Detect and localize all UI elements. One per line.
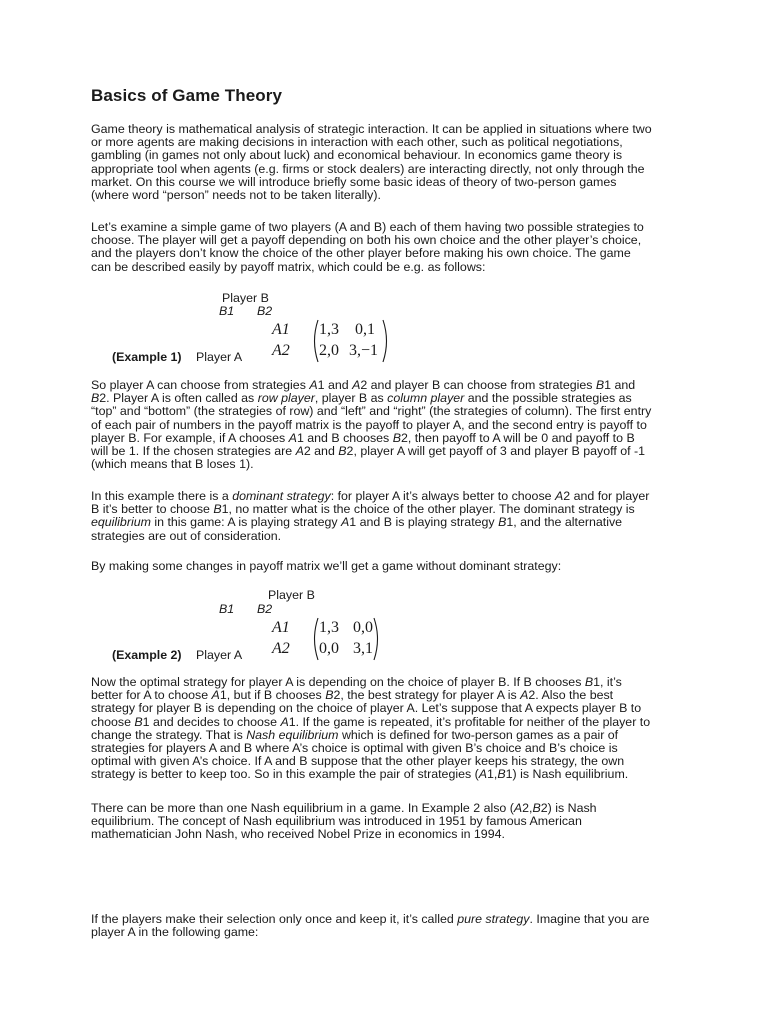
text-line: So player A can choose from strategies A1 and A2 and player B can choose from strategies B1 and	[91, 378, 636, 392]
row-strategy-label: A2	[272, 640, 290, 657]
text-line: In this example there is a dominant strategy: for player A it’s always better to choose A2 and for player	[91, 489, 650, 503]
text-line: Let’s examine a simple game of two players (A and B) each of them having two possible strategies to	[91, 220, 644, 234]
text-line: “top” and “bottom” (the strategies of row) and “left” and “right” (the strategies of column). The first entry	[91, 404, 652, 419]
text-line: strategies are out of consideration.	[91, 528, 282, 543]
row-player-label: Player A	[196, 648, 243, 662]
matrix-cell: 0,0	[319, 640, 339, 657]
row-player-label: Player A	[196, 350, 243, 364]
example-label: (Example 2)	[112, 648, 182, 662]
text-line: can be described easily by payoff matrix, which could be e.g. as follows:	[91, 259, 486, 274]
text-line: mathematician John Nash, who received Nobel Prize in economics in 1994.	[91, 827, 505, 842]
matrix-cell: 0,0	[353, 619, 373, 636]
example-1-payoff-matrix	[91, 288, 681, 378]
text-line: change the strategy. That is Nash equilibrium which is defined for two-person games as a pair of	[91, 727, 619, 742]
paragraph-intro	[91, 123, 681, 202]
text-line: B2. Player A is often called as row player, player B as column player and the possible strategies as	[91, 391, 632, 406]
text-line: strategy for player B is depending on the choice of player A. Let’s suppose that A expects player B to	[91, 701, 642, 716]
text-line: appropriate tool when agents (e.g. firms or stock dealers) are interacting directly, not only through the	[91, 161, 645, 176]
row-strategy-label: A2	[272, 342, 290, 359]
text-line: of each pair of numbers in the payoff matrix is the payoff to player A, and the second entry is payoff to	[91, 417, 647, 432]
text-line: gambling (in games not only about luck) and economical behaviour. In economics game theory is	[91, 148, 623, 163]
paragraph-changes	[91, 560, 681, 573]
text-line: optimal with given A’s choice. If A and B suppose that the other player keeps his strategy, the own	[91, 754, 625, 769]
text-line: market. On this course we will introduce briefly some basic ideas of theory of two-person games	[91, 174, 617, 189]
text-line: will be 1. If the chosen strategies are A2 and B2, player A will get payoff of 3 and player B payoff of -1	[91, 444, 646, 459]
paragraph-strategies	[91, 379, 681, 471]
text-line: (which means that B loses 1).	[91, 457, 254, 472]
matrix-cell: 2,0	[319, 342, 339, 359]
paragraph-pure-strategy	[91, 913, 681, 939]
paragraph-dominant-strategy	[91, 490, 681, 543]
col-player-label: Player B	[222, 291, 269, 305]
col-player-label: Player B	[268, 588, 315, 602]
text-line: and the players don’t know the choice of the other player before making his own choice. The game	[91, 246, 631, 261]
text-line: There can be more than one Nash equilibrium in a game. In Example 2 also (A2,B2) is Nash	[91, 801, 597, 815]
text-line: equilibrium. The concept of Nash equilibrium was introduced in 1951 by famous American	[91, 814, 582, 829]
matrix-cell: 1,3	[319, 321, 339, 338]
text-line: By making some changes in payoff matrix we’ll get a game without dominant strategy:	[91, 559, 562, 573]
row-strategy-label: A1	[272, 619, 290, 636]
col-strategy-label: B1	[219, 304, 235, 318]
paragraph-nash-equilibrium	[91, 676, 681, 782]
text-line: B it’s better to choose B1, no matter what is the choice of the other player. The dominant strategy is	[91, 502, 635, 517]
text-line: (where word “person” needs not to be taken literally).	[91, 188, 381, 203]
col-strategy-label: B1	[219, 602, 235, 616]
matrix-cell: 3,1	[353, 640, 373, 657]
text-line: player A in the following game:	[91, 925, 259, 940]
row-strategy-label: A1	[272, 321, 290, 338]
matrix-bracket-right	[372, 616, 382, 662]
text-line: equilibrium in this game: A is playing strategy A1 and B is playing strategy B1, and the alternative	[91, 515, 623, 530]
text-line: Now the optimal strategy for player A is depending on the choice of player B. If B chooses B1, it’s	[91, 675, 622, 689]
page-title: Basics of Game Theory	[91, 86, 283, 105]
text-line: or more agents are making decisions in interaction with each other, such as political negotiations,	[91, 135, 623, 150]
matrix-bracket-right	[381, 318, 391, 364]
text-line: strategies for players A and B where A’s choice is optimal with given B’s choice and B’s choice is	[91, 741, 618, 756]
matrix-cell: 1,3	[319, 619, 339, 636]
text-line: Game theory is mathematical analysis of strategic interaction. It can be applied in situations where two	[91, 122, 652, 136]
matrix-cell: 0,1	[355, 321, 375, 338]
matrix-cell: 3,−1	[349, 342, 379, 359]
text-line: If the players make their selection only once and keep it, it’s called pure strategy. Imagine that you are	[91, 912, 650, 926]
paragraph-multiple-equilibria	[91, 802, 681, 842]
example-label: (Example 1)	[112, 350, 182, 364]
paragraph-simple-game	[91, 221, 681, 274]
col-strategy-label: B2	[257, 602, 273, 616]
text-line: choose. The player will get a payoff depending on both his own choice and the other player’s choice,	[91, 233, 642, 248]
text-line: strategy is better to keep too. So in this example the pair of strategies (A1,B1) is Nash equilibrium.	[91, 767, 629, 782]
col-strategy-label: B2	[257, 304, 273, 318]
text-line: player B. For example, if A chooses A1 and B chooses B2, then payoff to A will be 0 and payoff to B	[91, 430, 635, 445]
example-2-payoff-matrix	[91, 585, 681, 675]
text-line: choose B1 and decides to choose A1. If the game is repeated, it’s profitable for neither of the player to	[91, 714, 651, 729]
text-line: better for A to choose A1, but if B chooses B2, the best strategy for player A is A2. Also the best	[91, 688, 614, 703]
